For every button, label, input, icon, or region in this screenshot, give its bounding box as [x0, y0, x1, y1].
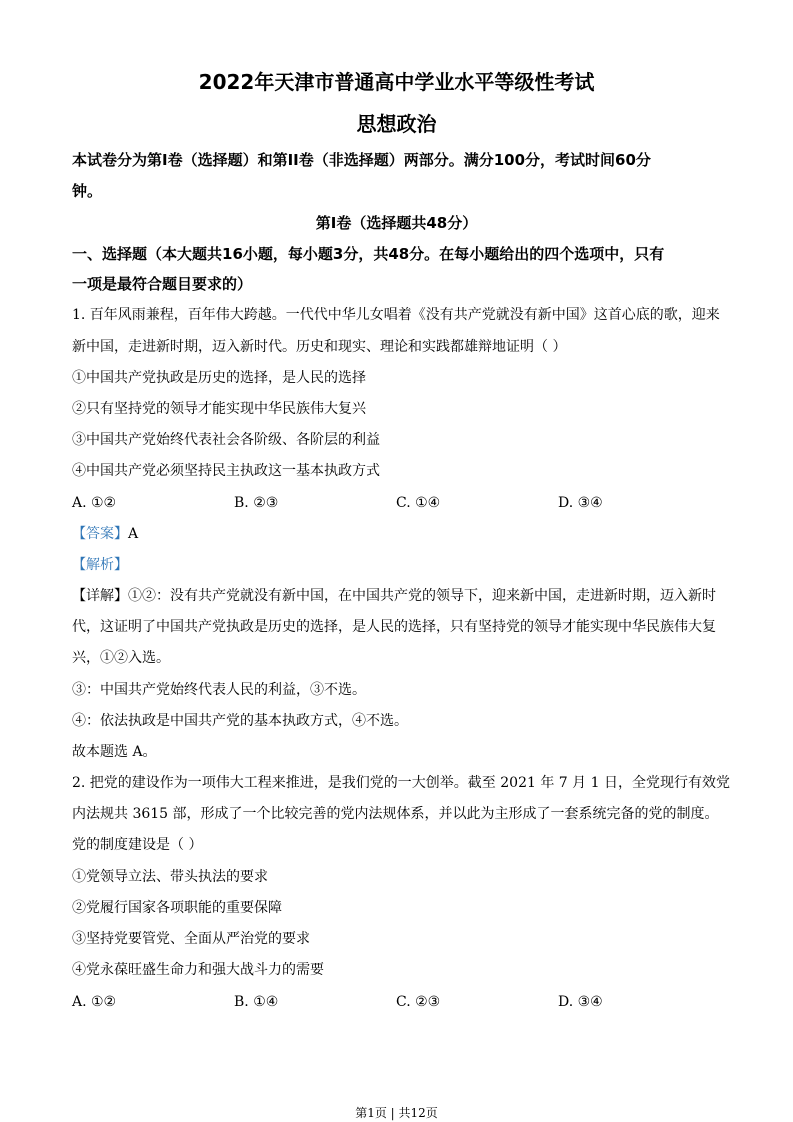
- exam-title: 2022年天津市普通高中学业水平等级性考试: [198, 70, 595, 94]
- q2-item-3: ③坚持党要管党、全面从严治党的要求: [72, 931, 310, 947]
- q1-item-2: ②只有坚持党的领导才能实现中华民族伟大复兴: [72, 401, 366, 417]
- answer-tag: 【答案】: [72, 526, 128, 542]
- detail-tag: 【详解】: [72, 588, 128, 604]
- answer-value: A: [128, 526, 139, 542]
- q1-detail-line-4: ③：中国共产党始终代表人民的利益，③不选。: [72, 682, 366, 698]
- q1-stem-line-2: 新中国，走进新时期，迈入新时代。历史和现实、理论和实践都雄辩地证明（ ）: [72, 339, 567, 355]
- q2-option-b: B. ①④: [234, 994, 279, 1010]
- q1-item-1: ①中国共产党执政是历史的选择，是人民的选择: [72, 370, 366, 386]
- q1-conclusion: 故本题选 A。: [72, 744, 157, 760]
- q1-option-c: C. ①④: [396, 495, 441, 511]
- page-footer: 第1页 | 共12页: [355, 1106, 438, 1120]
- q2-stem-line-1: 2. 把党的建设作为一项伟大工程来推进，是我们党的一大创举。截至 2021 年 7 月 1 日，全党现行有效党: [72, 775, 730, 791]
- intro-line-2: 钟。: [72, 182, 103, 200]
- q1-answer: [72, 527, 138, 541]
- q1-option-b: B. ②③: [234, 495, 279, 511]
- intro-line-1: 本试卷分为第Ⅰ卷（选择题）和第II卷（非选择题）两部分。满分100分，考试时间60分: [72, 151, 651, 169]
- q1-item-3: ③中国共产党始终代表社会各阶级、各阶层的利益: [72, 432, 380, 448]
- q2-stem-line-3: 党的制度建设是（ ）: [72, 837, 203, 853]
- detail-text: ①②：没有共产党就没有新中国，在中国共产党的领导下，迎来新中国，走进新时期，迈入新时: [128, 588, 716, 604]
- q2-option-d: D. ③④: [558, 994, 603, 1010]
- q2-item-1: ①党领导立法、带头执法的要求: [72, 869, 268, 885]
- section-heading: 第Ⅰ卷（选择题共48分）: [315, 214, 478, 232]
- q1-stem-line-1: 1. 百年风雨兼程，百年伟大跨越。一代代中华儿女唱着《没有共产党就没有新中国》这首心底的歌，迎来: [72, 307, 720, 323]
- exam-subject: 思想政治: [356, 112, 437, 136]
- q1-option-d: D. ③④: [558, 495, 603, 511]
- q2-option-c: C. ②③: [396, 994, 441, 1010]
- q2-item-2: ②党履行国家各项职能的重要保障: [72, 900, 282, 916]
- section-instruction-2: 一项是最符合题目要求的）: [72, 275, 253, 293]
- q1-item-4: ④中国共产党必须坚持民主执政这一基本执政方式: [72, 463, 380, 479]
- analysis-tag: 【解析】: [72, 557, 128, 573]
- q1-detail-line-5: ④：依法执政是中国共产党的基本执政方式，④不选。: [72, 713, 408, 729]
- q1-detail-line-2: 代，这证明了中国共产党执政是历史的选择，是人民的选择，只有坚持党的领导才能实现中华民族伟大复: [72, 619, 716, 635]
- q2-stem-line-2: 内法规共 3615 部，形成了一个比较完善的党内法规体系，并以此为主形成了一套系统完备的党的制度。: [72, 806, 719, 822]
- q2-option-a: A. ①②: [72, 994, 117, 1010]
- q1-detail-line-1: [72, 589, 716, 603]
- q1-detail-line-3: 兴，①②入选。: [72, 650, 170, 666]
- q2-item-4: ④党永葆旺盛生命力和强大战斗力的需要: [72, 962, 324, 978]
- section-instruction-1: 一、选择题（本大题共16小题，每小题3分，共48分。在每小题给出的四个选项中，只有: [72, 245, 665, 263]
- q1-option-a: A. ①②: [72, 495, 117, 511]
